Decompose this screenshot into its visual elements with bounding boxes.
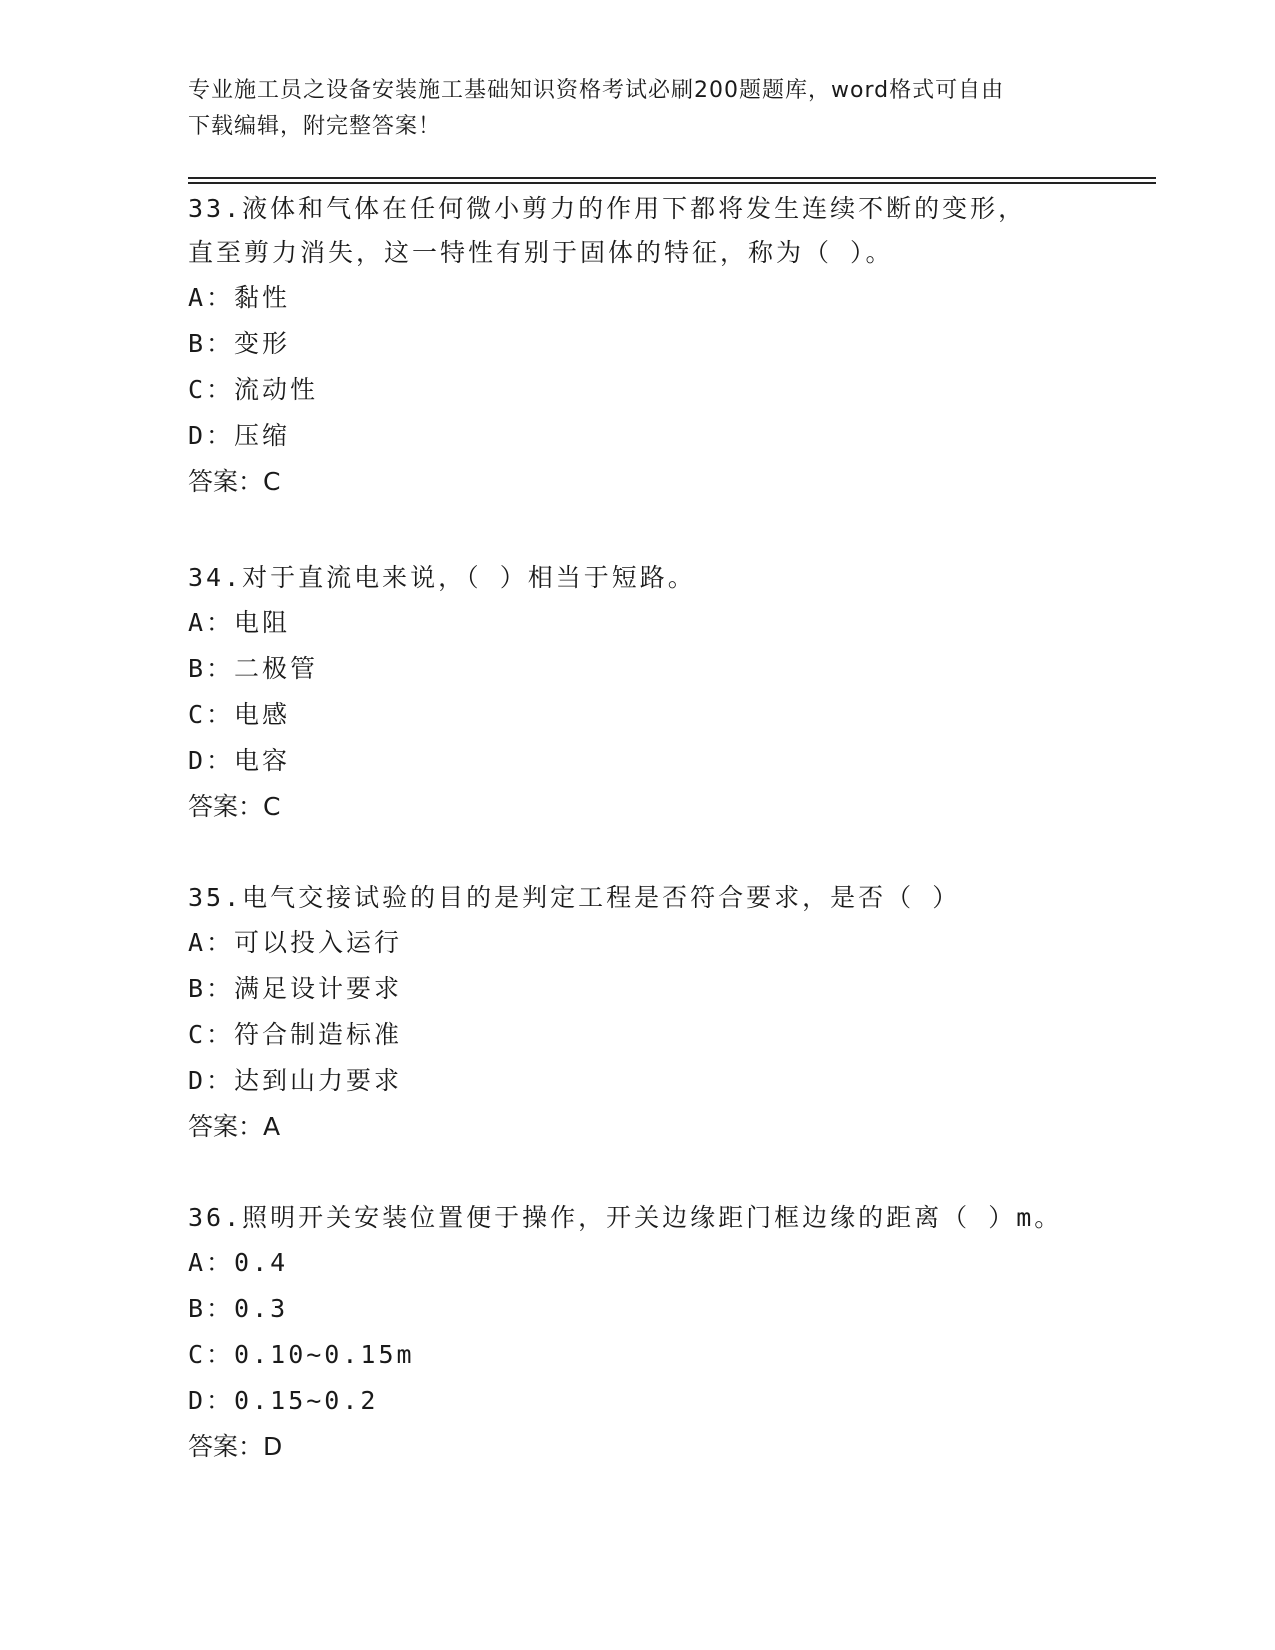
option-c: C：0.10~0.15m (188, 1340, 415, 1369)
question-block (188, 1196, 1088, 1470)
option-d: D：达到山力要求 (188, 1066, 403, 1095)
answer-text: 答案：D (188, 1432, 283, 1461)
option-d: D：压缩 (188, 421, 291, 450)
option-b: B：0.3 (188, 1294, 289, 1323)
option-c: C：流动性 (188, 375, 319, 404)
question-block (188, 187, 1088, 505)
option-b: B：二极管 (188, 654, 319, 683)
option-a: A：黏性 (188, 283, 291, 312)
option-b: B：满足设计要求 (188, 974, 403, 1003)
option-a: A：电阻 (188, 608, 291, 637)
question-text: 33.液体和气体在任何微小剪力的作用下都将发生连续不断的变形，直至剪力消失，这一特性有别于固体的特征，称为（ ）。 (188, 194, 1027, 267)
option-b: B：变形 (188, 329, 291, 358)
option-c: C：电感 (188, 700, 291, 729)
option-d: D：电容 (188, 746, 291, 775)
answer-text: 答案：C (188, 467, 281, 496)
option-a: A：可以投入运行 (188, 928, 403, 957)
header-divider-bottom (188, 182, 1156, 184)
option-a: A：0.4 (188, 1248, 289, 1277)
question-block (188, 556, 1088, 830)
option-c: C：符合制造标准 (188, 1020, 403, 1049)
answer-text: 答案：C (188, 792, 281, 821)
header-note: 专业施工员之设备安装施工基础知识资格考试必刷200题题库，word格式可自由 下载编辑，附完整答案！ (188, 78, 1005, 139)
header-divider-top (188, 177, 1156, 179)
question-text: 36.照明开关安装位置便于操作，开关边缘距门框边缘的距离（ ）m。 (188, 1203, 1063, 1232)
answer-text: 答案：A (188, 1112, 281, 1141)
question-block (188, 876, 1088, 1150)
question-text: 35.电气交接试验的目的是判定工程是否符合要求，是否（ ） (188, 883, 961, 912)
option-d: D：0.15~0.2 (188, 1386, 379, 1415)
question-text: 34.对于直流电来说，（ ）相当于短路。 (188, 563, 696, 592)
